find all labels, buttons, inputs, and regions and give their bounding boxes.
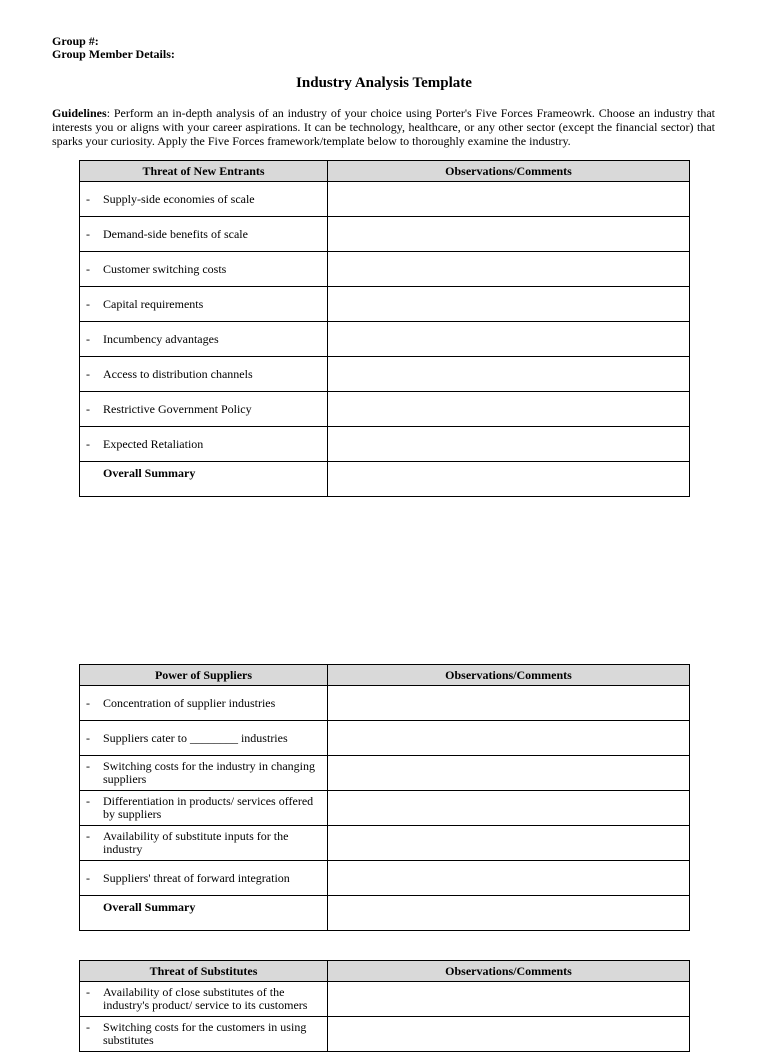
factor-item [80, 795, 327, 821]
factor-cell [80, 392, 328, 427]
force-rows [80, 182, 690, 497]
bullet-dash: - [86, 985, 90, 999]
factor-item [80, 697, 327, 710]
observation-input-cell[interactable] [328, 322, 690, 357]
observation-input-cell[interactable] [328, 791, 690, 826]
bullet-dash: - [86, 296, 90, 311]
comments-header: Observations/Comments [328, 161, 690, 182]
bullet-dash: - [86, 366, 90, 381]
table-row [80, 252, 690, 287]
bullet-dash: - [86, 695, 90, 710]
bullet-dash: - [86, 261, 90, 276]
factor-item [80, 760, 327, 786]
table-threat-of-substitutes [79, 960, 690, 1052]
force-rows [80, 686, 690, 931]
factor-label: Switching costs for the customers in using substitutes [103, 1020, 307, 1047]
table-row [80, 357, 690, 392]
comments-header: Observations/Comments [328, 665, 690, 686]
table-row [80, 1017, 690, 1052]
observation-input-cell[interactable] [328, 686, 690, 721]
table-row [80, 721, 690, 756]
observation-input-cell[interactable] [328, 427, 690, 462]
bullet-dash: - [86, 730, 90, 745]
guidelines-label: Guidelines [52, 106, 107, 120]
table-row [80, 756, 690, 791]
bullet-dash: - [86, 226, 90, 241]
table-power-of-suppliers [79, 664, 690, 931]
factor-label: Availability of close substitutes of the industry's product/ service to its customers [103, 985, 308, 1012]
bullet-dash: - [86, 829, 90, 843]
factor-cell [80, 287, 328, 322]
factor-cell [80, 826, 328, 861]
summary-label-cell [80, 896, 328, 931]
observation-input-cell[interactable] [328, 826, 690, 861]
group-number-label: Group #: [52, 34, 99, 48]
observation-input-cell[interactable] [328, 1017, 690, 1052]
bullet-dash: - [86, 1020, 90, 1034]
factor-item [80, 193, 327, 206]
factor-item [80, 830, 327, 856]
summary-row [80, 896, 690, 931]
factor-item [80, 986, 327, 1012]
summary-row [80, 462, 690, 497]
factor-cell [80, 427, 328, 462]
factor-cell [80, 322, 328, 357]
factor-cell [80, 982, 328, 1017]
factor-cell [80, 791, 328, 826]
table-row [80, 791, 690, 826]
summary-label-cell [80, 462, 328, 497]
bullet-dash: - [86, 331, 90, 346]
table-row [80, 182, 690, 217]
table-row [80, 686, 690, 721]
factor-cell [80, 721, 328, 756]
factor-label: Expected Retaliation [103, 436, 204, 451]
overall-summary-label: Overall Summary [103, 900, 196, 914]
factor-cell [80, 686, 328, 721]
factor-item [80, 228, 327, 241]
table-row [80, 982, 690, 1017]
factor-label: Restrictive Government Policy [103, 401, 252, 416]
comments-header: Observations/Comments [328, 961, 690, 982]
table-row [80, 217, 690, 252]
factor-cell [80, 182, 328, 217]
factor-label: Availability of substitute inputs for the industry [103, 829, 289, 856]
bullet-dash: - [86, 794, 90, 808]
force-header: Threat of Substitutes [80, 961, 328, 982]
observation-input-cell[interactable] [328, 861, 690, 896]
factor-cell [80, 357, 328, 392]
factor-item [80, 438, 327, 451]
observation-input-cell[interactable] [328, 756, 690, 791]
group-member-details-label: Group Member Details: [52, 47, 175, 61]
factor-item [80, 298, 327, 311]
bullet-dash: - [86, 191, 90, 206]
factor-label: Supply-side economies of scale [103, 191, 255, 206]
observation-input-cell[interactable] [328, 217, 690, 252]
factor-label: Demand-side benefits of scale [103, 226, 248, 241]
overall-summary-label: Overall Summary [103, 466, 196, 480]
factor-item [80, 1021, 327, 1047]
factor-cell [80, 756, 328, 791]
bullet-dash: - [86, 436, 90, 451]
observation-input-cell[interactable] [328, 721, 690, 756]
observation-input-cell[interactable] [328, 357, 690, 392]
factor-item [80, 872, 327, 885]
guidelines-text: : Perform an in-depth analysis of an industry of your choice using Porter's Five Forces Frameowrk. Choose an industry that interests you or aligns with your career aspirations. It can be technology, healthcare, or any other sector (except the financial sector) that sparks your curiosity. Apply the Five Forces framework/template below to thoroughly examine the industry. [52, 106, 715, 148]
factor-label: Switching costs for the industry in changing suppliers [103, 759, 315, 786]
observation-input-cell[interactable] [328, 392, 690, 427]
factor-cell [80, 1017, 328, 1052]
factor-cell [80, 217, 328, 252]
observation-input-cell[interactable] [328, 982, 690, 1017]
factor-item [80, 368, 327, 381]
table-row [80, 427, 690, 462]
force-header: Power of Suppliers [80, 665, 328, 686]
factor-cell [80, 252, 328, 287]
page-title: Industry Analysis Template [296, 75, 472, 91]
bullet-dash: - [86, 401, 90, 416]
factor-label: Concentration of supplier industries [103, 695, 276, 710]
summary-input-cell[interactable] [328, 462, 690, 497]
factor-cell [80, 861, 328, 896]
table-threat-of-new-entrants [79, 160, 690, 497]
force-rows [80, 982, 690, 1052]
factor-label: Suppliers cater to ________ industries [103, 730, 288, 745]
factor-label: Customer switching costs [103, 261, 227, 276]
factor-item [80, 732, 327, 745]
factor-label: Access to distribution channels [103, 366, 253, 381]
factor-label: Capital requirements [103, 296, 204, 311]
factor-label: Suppliers' threat of forward integration [103, 870, 290, 885]
observation-input-cell[interactable] [328, 182, 690, 217]
summary-input-cell[interactable] [328, 896, 690, 931]
factor-item [80, 263, 327, 276]
factor-label: Incumbency advantages [103, 331, 219, 346]
observation-input-cell[interactable] [328, 252, 690, 287]
force-header: Threat of New Entrants [80, 161, 328, 182]
factor-item [80, 403, 327, 416]
table-row [80, 826, 690, 861]
observation-input-cell[interactable] [328, 287, 690, 322]
table-row [80, 287, 690, 322]
table-row [80, 861, 690, 896]
bullet-dash: - [86, 870, 90, 885]
table-row [80, 322, 690, 357]
factor-item [80, 333, 327, 346]
table-row [80, 392, 690, 427]
factor-label: Differentiation in products/ services offered by suppliers [103, 794, 314, 821]
bullet-dash: - [86, 759, 90, 773]
